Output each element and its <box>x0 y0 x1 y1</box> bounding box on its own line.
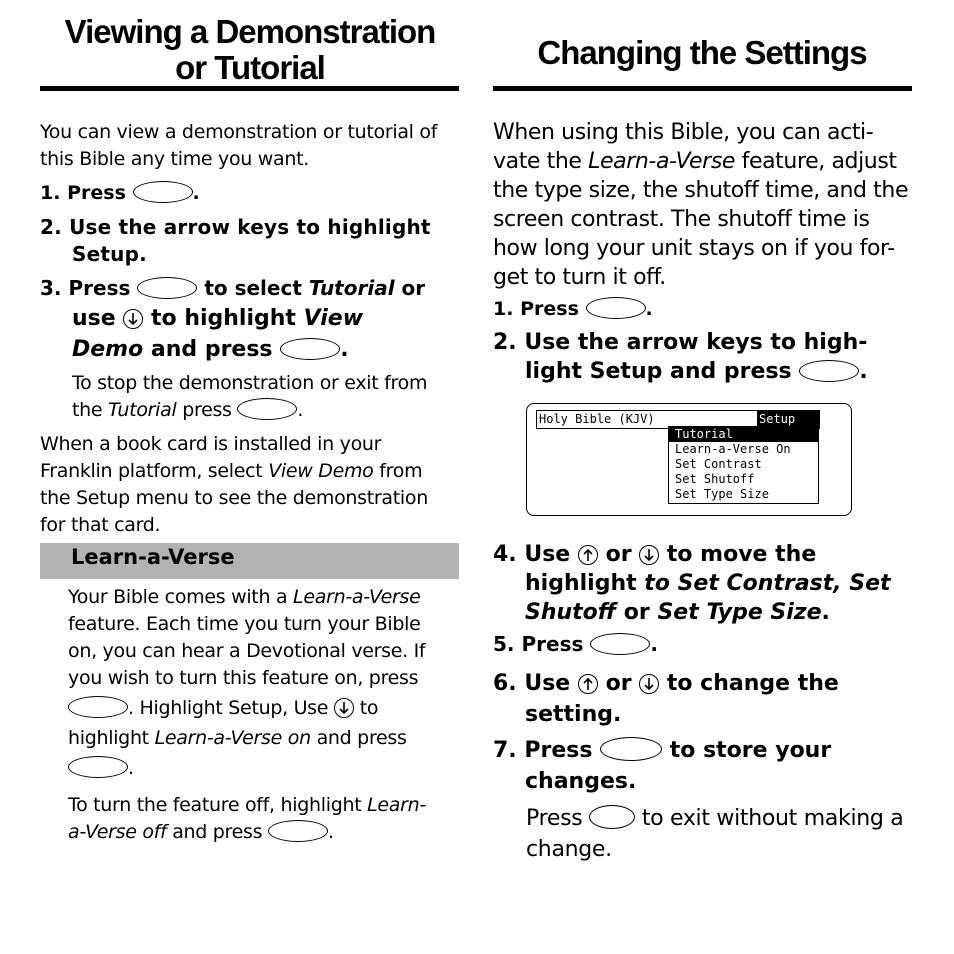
key-icon <box>137 277 197 299</box>
up-arrow-icon <box>578 545 598 565</box>
down-arrow-icon <box>123 309 143 329</box>
left-step-3-line3: Demo and press . <box>72 337 349 362</box>
left-step-3-line2: use to highlight View <box>72 306 364 331</box>
screen-menu-item: Tutorial <box>669 427 818 442</box>
left-step-1: 1. Press . <box>40 182 200 204</box>
left-step-2: 2. Use the arrow keys to highlight Setup. <box>40 215 431 266</box>
screen-menu-item: Set Type Size <box>675 487 769 501</box>
left-intro: You can view a demonstration or tutorial of this Bible any time you want. <box>40 121 438 170</box>
banner-title: Learn-a-Verse <box>71 545 235 569</box>
learn-a-verse-off-note: To turn the feature off, highlight Learn- a-Verse off and press . <box>68 794 426 843</box>
key-icon <box>68 756 128 778</box>
key-icon <box>586 297 646 319</box>
screen-header-setup: Setup <box>757 411 819 428</box>
down-arrow-icon <box>639 674 659 694</box>
key-icon <box>280 338 340 360</box>
screen-menu-item: Set Shutoff <box>675 472 755 486</box>
key-icon <box>590 633 650 655</box>
up-arrow-icon <box>578 674 598 694</box>
key-icon <box>68 696 128 718</box>
screen-menu-item: Learn-a-Verse On <box>675 442 791 456</box>
key-icon <box>133 181 193 203</box>
key-icon <box>237 398 297 420</box>
key-icon <box>589 805 635 829</box>
right-step-6: 6. Use or to change the setting. <box>493 671 839 727</box>
left-title: Viewing a Demonstration or Tutorial <box>64 13 436 86</box>
right-intro: When using this Bible, you can acti- vate the Learn-a-Verse feature, adjust the type size, the shutoff time, and the screen contrast. The shutoff time is how long your unit stays on if you for- get to turn it off. <box>493 120 909 290</box>
device-screen <box>526 403 852 516</box>
down-arrow-icon <box>334 698 354 718</box>
down-arrow-icon <box>639 545 659 565</box>
learn-a-verse-banner <box>40 543 459 579</box>
right-title-rule <box>493 86 912 91</box>
screen-menu-item: Set Contrast <box>675 457 762 471</box>
left-title-rule <box>40 86 459 91</box>
right-step-4: 4. Use or to move the highlight to Set Contrast, Set Shutoff or Set Type Size. <box>493 542 891 625</box>
right-step-1: 1. Press . <box>493 298 653 320</box>
exit-note: Press to exit without making a change. <box>526 806 904 862</box>
screen-menu <box>668 426 819 504</box>
right-step-5: 5. Press . <box>493 632 658 656</box>
right-step-2: 2. Use the arrow keys to high- light Setup and press . <box>493 330 868 384</box>
screen-header-title: Holy Bible (KJV) <box>539 412 655 426</box>
left-step-3: 3. Press to select Tutorial or <box>40 276 426 300</box>
right-title: Changing the Settings <box>537 34 867 71</box>
book-card-note: When a book card is installed in your Franklin platform, select View Demo from the Setup menu to see the demonstration for that card. <box>40 433 428 536</box>
right-step-7: 7. Press to store your changes. <box>493 738 832 794</box>
key-icon <box>600 737 662 761</box>
key-icon <box>268 820 328 842</box>
learn-a-verse-description: Your Bible comes with a Learn-a-Verse feature. Each time you turn your Bible on, you can hear a Devotional verse. If you wish to turn this feature on, press . Highlight Setup, Use to highlight Learn-a-Verse on and press . <box>68 586 426 779</box>
key-icon <box>799 360 859 382</box>
stop-demo-note: To stop the demonstration or exit from the Tutorial press . <box>72 372 428 421</box>
